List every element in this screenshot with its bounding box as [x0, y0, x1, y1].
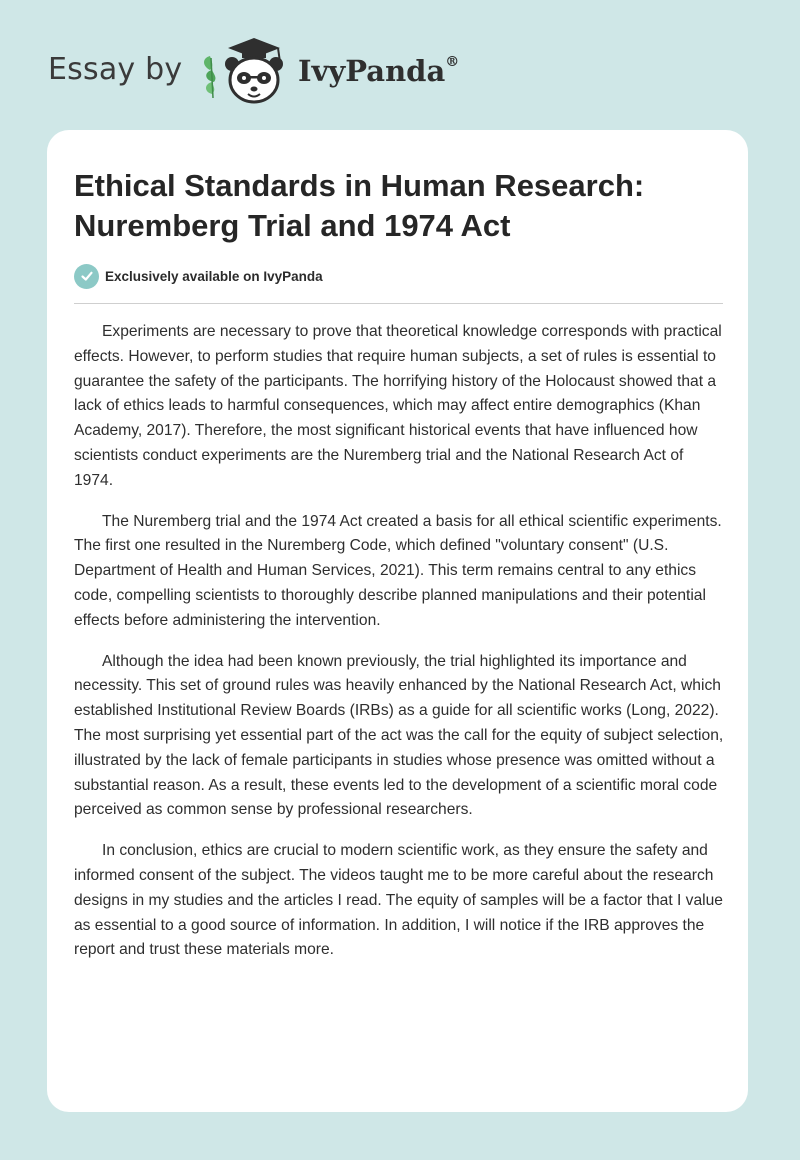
divider — [74, 303, 723, 304]
exclusive-badge-text: Exclusively available on IvyPanda — [105, 268, 323, 284]
site-header — [0, 0, 800, 128]
check-icon — [74, 264, 99, 289]
paragraph: In conclusion, ethics are crucial to modern scientific work, as they ensure the safety and informed consent of the subject. The videos taught me to be more careful about the research designs in my studies and the articles I read. The equity of samples will be a factor that I value as essential to a good source of information. In addition, I will notice if the IRB approves the report and trust these materials more. — [74, 842, 723, 959]
essay-by-label: Essay by — [48, 52, 183, 87]
brand-name-text: IvyPanda — [298, 54, 446, 88]
paragraph: Although the idea had been known previously, the trial highlighted its importance and necessity. This set of ground rules was heavily enhanced by the National Research Act, which established Institutional Review Boards (IRBs) as a guide for all scientific works (Long, 2022). The most surprising yet essential part of the act was the call for the equity of subject selection, illustrated by the lack of female participants in studies whose presence was omitted without a substantial reason. As a result, these events led to the development of a scientific moral code perceived as common sense by professional researchers. — [74, 652, 724, 819]
exclusive-badge — [74, 263, 323, 289]
ivypanda-logo-icon[interactable] — [198, 36, 292, 108]
article-card — [47, 130, 748, 1112]
article-title: Ethical Standards in Human Research: Nuremberg Trial and 1974 Act — [74, 168, 645, 243]
paragraph: Experiments are necessary to prove that theoretical knowledge corresponds with practical effects. However, to perform studies that require human subjects, a set of rules is essential to guarantee the safety of the participants. The horrifying history of the Holocaust showed that a lack of ethics leads to harmful consequences, which may affect entire demographics (Khan Academy, 2017). Therefore, the most significant historical events that have influenced how scientists conduct experiments are the Nuremberg trial and the National Research Act of 1974. — [74, 323, 722, 489]
registered-mark: ® — [445, 54, 460, 71]
paragraph: The Nuremberg trial and the 1974 Act created a basis for all ethical scientific experiments. The first one resulted in the Nuremberg Code, which defined "voluntary consent" (U.S. Department of Health and Human Services, 2021). This term remains central to any ethics code, compelling scientists to thoroughly describe planned manipulations and their potential effects before administering the intervention. — [74, 512, 722, 629]
article-body — [74, 320, 724, 979]
brand-name[interactable] — [298, 54, 459, 88]
